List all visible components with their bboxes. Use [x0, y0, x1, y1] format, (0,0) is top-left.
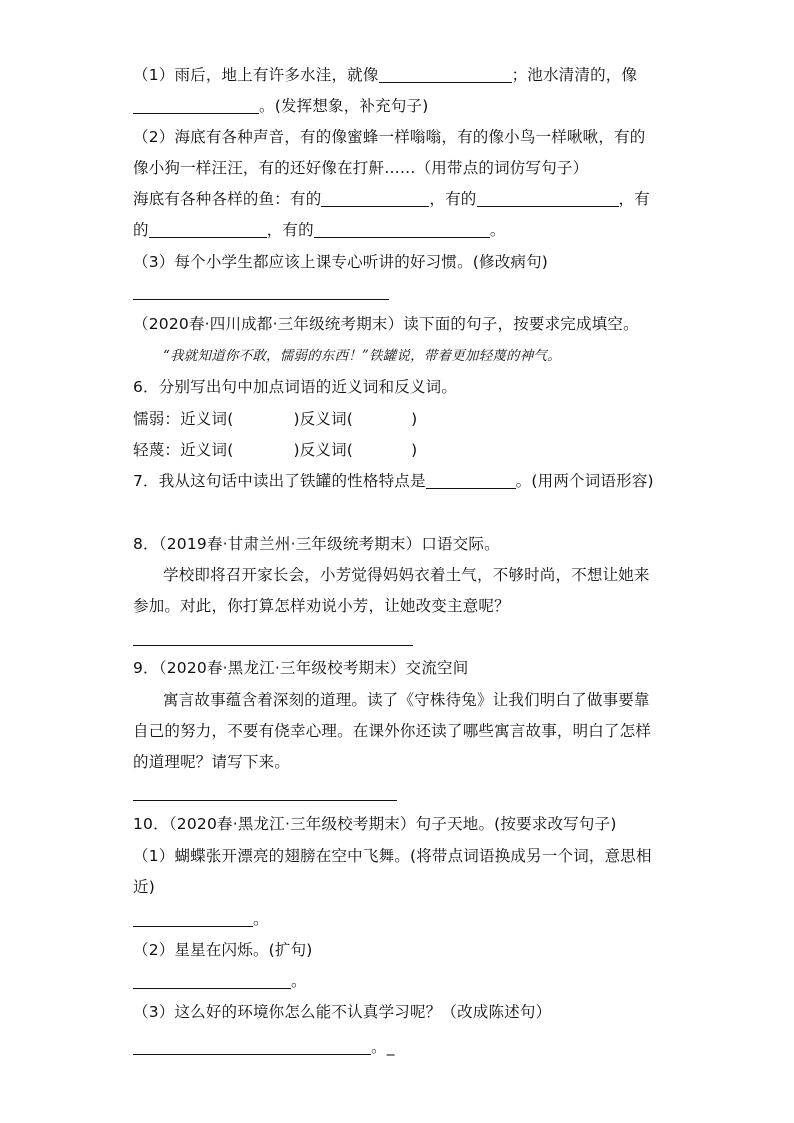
q2-l4-text-b: ，有的 — [266, 221, 314, 239]
q2-l3-text-b: ，有的 — [429, 190, 477, 208]
q1-line-2 — [133, 95, 429, 117]
q8-paragraph-2: 参加。对此，你打算怎样劝说小芳，让她改变主意呢？ — [133, 597, 510, 615]
q10-s3-line: （3）这么好的环境你怎么能不认真学习呢？（改成陈述句） — [133, 1003, 552, 1021]
q6-title: 6．分别写出句中加点词语的近义词和反义词。 — [133, 378, 458, 396]
q9-title: 9．（2020春·黑龙江·三年级校考期末）交流空间 — [133, 659, 469, 677]
q10-s1-answer — [133, 908, 269, 930]
q6-row2-end: ) — [411, 441, 418, 459]
q9-paragraph-3: 的道理呢？请写下来。 — [133, 753, 291, 771]
q9-paragraph-2: 自己的努力，不要有侥幸心理。在课外你还读了哪些寓言故事，明白了怎样 — [133, 722, 652, 740]
q1-blank-2[interactable] — [133, 97, 259, 114]
q2-l3-text-a: 海底有各种各样的鱼：有的 — [133, 190, 322, 208]
q1-blank-1[interactable] — [379, 66, 512, 83]
q10-s1-end: 。 — [253, 910, 269, 928]
q6-row-1 — [133, 408, 417, 430]
q2-line-1: （2）海底有各种声音，有的像蜜蜂一样嗡嗡，有的像小鸟一样啾啾，有的 — [133, 128, 646, 146]
q3-answer-line[interactable] — [133, 299, 389, 300]
q2-blank-1[interactable] — [321, 190, 429, 207]
q7-line — [133, 470, 654, 492]
q2-line-4 — [133, 219, 506, 241]
q6-row2-word: 轻蔑：近义词( — [133, 441, 234, 459]
q2-blank-4[interactable] — [314, 221, 490, 238]
q2-blank-3[interactable] — [149, 221, 267, 238]
q1-text-c: 。(发挥想象，补充句子) — [259, 97, 429, 115]
reading-quote: “我就知道你不敢，懦弱的东西！”铁罐说，带着更加轻蔑的神气。 — [163, 348, 561, 364]
q9-answer-line[interactable] — [133, 800, 397, 801]
q1-text-b: ；池水清清的，像 — [511, 66, 638, 84]
q10-s1-line-2: 近) — [133, 878, 155, 896]
q2-l4-text-a: 的 — [133, 221, 149, 239]
q10-title: 10．（2020春·黑龙江·三年级校考期末）句子天地。(按要求改写句子) — [133, 815, 617, 833]
q10-s2-line: （2）星星在闪烁。(扩句) — [133, 941, 313, 959]
q10-s1-blank[interactable] — [133, 910, 253, 927]
q6-row1-word: 懦弱：近义词( — [133, 410, 234, 428]
q9-paragraph-1: 寓言故事蕴含着深刻的道理。读了《守株待兔》让我们明白了做事要靠 — [163, 691, 650, 709]
q7-blank[interactable] — [426, 472, 516, 489]
q6-row1-end: ) — [411, 410, 418, 428]
q10-s3-blank[interactable] — [133, 1038, 371, 1055]
q10-s3-end: 。_ — [371, 1038, 395, 1056]
q2-l4-text-c: 。 — [489, 221, 506, 239]
q2-blank-2[interactable] — [477, 190, 619, 207]
q2-line-3 — [133, 188, 650, 210]
q2-line-2: 像小狗一样汪汪，有的还好像在打鼾……（用带点的词仿写句子） — [133, 159, 589, 177]
q6-row-2 — [133, 439, 417, 461]
q2-l3-text-c: ，有 — [618, 190, 650, 208]
q10-s2-answer — [133, 970, 307, 992]
q10-s2-end: 。 — [291, 972, 307, 990]
q6-row1-mid: )反义词( — [293, 410, 354, 428]
q10-s3-answer — [133, 1036, 395, 1058]
q1-text-a: （1）雨后，地上有许多水洼，就像 — [133, 66, 379, 84]
q8-title: 8．（2019春·甘肃兰州·三年级统考期末）口语交际。 — [133, 535, 500, 553]
q8-paragraph-1: 学校即将召开家长会，小芳觉得妈妈衣着土气，不够时尚，不想让她来 — [163, 566, 650, 584]
q3-line: （3）每个小学生都应该上课专心听讲的好习惯。(修改病句) — [133, 253, 549, 271]
q10-s2-blank[interactable] — [133, 972, 291, 989]
q10-s1-line-1: （1）蝴蝶张开漂亮的翅膀在空中飞舞。(将带点词语换成另一个词，意思相 — [133, 847, 652, 865]
reading-header: （2020春·四川成都·三年级统考期末）读下面的句子，按要求完成填空。 — [133, 315, 639, 333]
q7-text-b: 。(用两个词语形容) — [515, 472, 654, 490]
q7-text-a: 7．我从这句话中读出了铁罐的性格特点是 — [133, 472, 426, 490]
q1-line-1 — [133, 64, 637, 86]
q8-answer-line[interactable] — [133, 645, 413, 646]
q6-row2-mid: )反义词( — [293, 441, 354, 459]
